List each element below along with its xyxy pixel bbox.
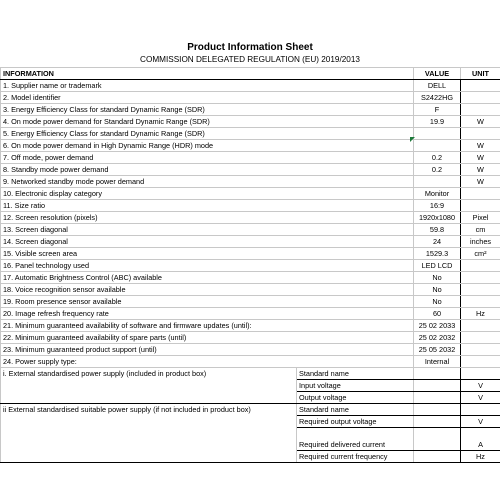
row-value: F [414, 104, 461, 116]
table-row [1, 260, 500, 272]
row-value: 0.2 [414, 152, 461, 164]
table-row [1, 128, 500, 140]
row-value: 0.2 [414, 164, 461, 176]
psu-item-value [414, 428, 461, 451]
row-label: 15. Visible screen area [1, 248, 414, 260]
row-label: 18. Voice recognition sensor available [1, 284, 414, 296]
row-value: 16:9 [414, 200, 461, 212]
row-label: 13. Screen diagonal [1, 224, 414, 236]
row-unit [461, 104, 500, 116]
row-value [414, 176, 461, 188]
table-row [1, 152, 500, 164]
row-unit: W [461, 176, 500, 188]
row-value: 59.8 [414, 224, 461, 236]
row-label: 2. Model identifier [1, 92, 414, 104]
row-value: No [414, 296, 461, 308]
table-row [1, 308, 500, 320]
psu-item-unit: Hz [461, 451, 500, 463]
row-label: 11. Size ratio [1, 200, 414, 212]
row-value: 24 [414, 236, 461, 248]
psu-item-unit [461, 368, 500, 380]
row-label: 16. Panel technology used [1, 260, 414, 272]
psu-item-name: Input voltage [297, 380, 414, 392]
psu-item-name: Output voltage [297, 392, 414, 404]
row-unit: Pixel [461, 212, 500, 224]
row-value: No [414, 272, 461, 284]
table-row [1, 200, 500, 212]
row-label: 8. Standby mode power demand [1, 164, 414, 176]
psu-item-name: Required output voltage [297, 416, 414, 428]
psu-item-unit: V [461, 380, 500, 392]
row-unit [461, 188, 500, 200]
row-label: 17. Automatic Brightness Control (ABC) available [1, 272, 414, 284]
table-row [1, 272, 500, 284]
row-unit [461, 296, 500, 308]
header-value: VALUE [414, 68, 461, 80]
psu-item-name: Required current frequency [297, 451, 414, 463]
row-label: 23. Minimum guaranteed product support (until) [1, 344, 414, 356]
table-row [1, 236, 500, 248]
row-label: 4. On mode power demand for Standard Dynamic Range (SDR) [1, 116, 414, 128]
table-row [1, 176, 500, 188]
row-value: DELL [414, 80, 461, 92]
row-label: 12. Screen resolution (pixels) [1, 212, 414, 224]
row-value: Monitor [414, 188, 461, 200]
row-value: 1920x1080 [414, 212, 461, 224]
comment-marker-icon [410, 137, 415, 142]
table-row [1, 80, 500, 92]
row-unit: W [461, 152, 500, 164]
row-value [414, 128, 461, 140]
row-label: 24. Power supply type: [1, 356, 414, 368]
row-unit [461, 344, 500, 356]
row-unit [461, 320, 500, 332]
row-value [414, 140, 461, 152]
table-row [1, 140, 500, 152]
row-unit [461, 284, 500, 296]
row-unit: Hz [461, 308, 500, 320]
row-unit: W [461, 116, 500, 128]
psu-item-unit [461, 404, 500, 416]
psu-item-name: Standard name [297, 404, 414, 416]
table-row [1, 164, 500, 176]
row-unit [461, 272, 500, 284]
sheet-title: Product Information Sheet [187, 42, 313, 53]
row-unit [461, 200, 500, 212]
psu-item-value [414, 380, 461, 392]
row-unit: cm [461, 224, 500, 236]
sheet-subtitle: COMMISSION DELEGATED REGULATION (EU) 2019/2013 [140, 55, 360, 64]
row-label: 14. Screen diagonal [1, 236, 414, 248]
psu-group-label: ii External standardised suitable power supply (if not included in product box) [1, 404, 297, 463]
header-unit: UNIT [461, 68, 500, 80]
table-header [1, 68, 500, 80]
table-row [1, 296, 500, 308]
row-label: 6. On mode power demand in High Dynamic Range (HDR) mode [1, 140, 414, 152]
table-row [1, 344, 500, 356]
row-value: 25 02 2033 [414, 320, 461, 332]
row-label: 7. Off mode, power demand [1, 152, 414, 164]
row-unit: inches [461, 236, 500, 248]
table-row [1, 188, 500, 200]
row-value: No [414, 284, 461, 296]
row-label: 20. Image refresh frequency rate [1, 308, 414, 320]
table-row [1, 104, 500, 116]
row-label: 22. Minimum guaranteed availability of spare parts (until) [1, 332, 414, 344]
row-label: 5. Energy Efficiency Class for standard Dynamic Range (SDR) [1, 128, 414, 140]
row-unit: cm² [461, 248, 500, 260]
row-unit [461, 92, 500, 104]
row-unit [461, 80, 500, 92]
info-table [0, 67, 500, 463]
table-row [1, 92, 500, 104]
row-unit [461, 356, 500, 368]
row-label: 9. Networked standby mode power demand [1, 176, 414, 188]
row-unit: W [461, 164, 500, 176]
header-information: INFORMATION [1, 68, 414, 80]
psu-item-value [414, 451, 461, 463]
row-value: 1529.3 [414, 248, 461, 260]
table-row [1, 116, 500, 128]
row-label: 3. Energy Efficiency Class for standard Dynamic Range (SDR) [1, 104, 414, 116]
row-label: 21. Minimum guaranteed availability of software and firmware updates (until): [1, 320, 414, 332]
row-value: Internal [414, 356, 461, 368]
row-unit [461, 128, 500, 140]
psu-group-label: i. External standardised power supply (included in product box) [1, 368, 297, 404]
psu-item-value [414, 416, 461, 428]
row-value: LED LCD [414, 260, 461, 272]
table-row [1, 284, 500, 296]
row-value: 25 05 2032 [414, 344, 461, 356]
row-unit [461, 332, 500, 344]
psu-item-value [414, 392, 461, 404]
table-row [1, 224, 500, 236]
psu-item-unit: A [461, 428, 500, 451]
psu-item-value [414, 404, 461, 416]
psu-row [1, 404, 500, 416]
row-label: 19. Room presence sensor available [1, 296, 414, 308]
row-unit: W [461, 140, 500, 152]
psu-row [1, 368, 500, 380]
table-row [1, 332, 500, 344]
row-unit [461, 260, 500, 272]
table-row [1, 320, 500, 332]
psu-item-unit: V [461, 416, 500, 428]
psu-item-value [414, 368, 461, 380]
psu-item-name: Required delivered current [297, 428, 414, 451]
psu-item-unit: V [461, 392, 500, 404]
table-row [1, 248, 500, 260]
row-value: 60 [414, 308, 461, 320]
table-row [1, 356, 500, 368]
row-label: 1. Supplier name or trademark [1, 80, 414, 92]
row-value: 25 02 2032 [414, 332, 461, 344]
row-value: S2422HG [414, 92, 461, 104]
row-value: 19.9 [414, 116, 461, 128]
row-label: 10. Electronic display category [1, 188, 414, 200]
table-row [1, 212, 500, 224]
psu-item-name: Standard name [297, 368, 414, 380]
